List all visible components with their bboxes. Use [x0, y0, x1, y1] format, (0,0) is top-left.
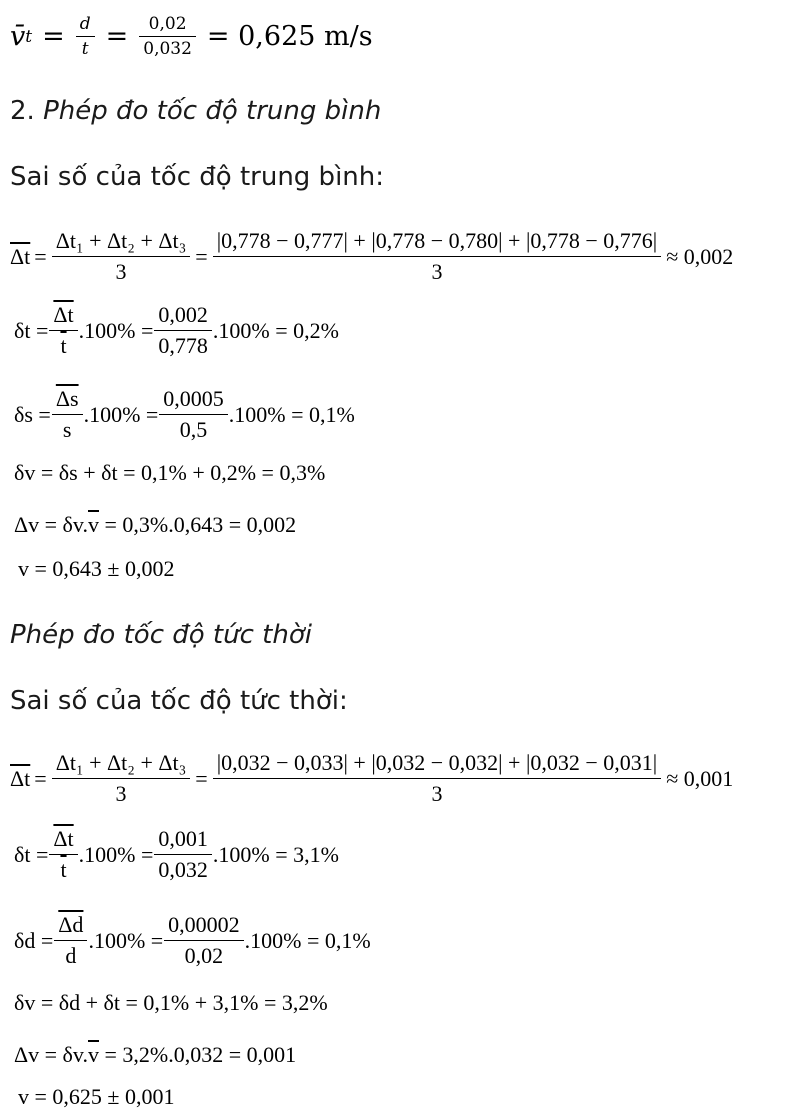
dt-values-fraction [215, 750, 659, 807]
dt-result: ≈ 0,001 [666, 765, 734, 791]
section-title: Phép đo tốc độ trung bình [43, 96, 382, 126]
equation-lhs: δd = [14, 927, 54, 953]
fraction-denominator: d [54, 940, 87, 969]
fraction-numerator: 0,002 [158, 302, 208, 327]
equation-result: .100% = 0,1% [244, 927, 371, 953]
section-number: 2. [10, 96, 35, 126]
fraction-denominator: 3 [52, 256, 191, 285]
avg-relative-v-equation: δv = δs + δt = 0,1% + 0,2% = 0,3% [14, 460, 326, 485]
fraction-denominator: t [76, 36, 95, 59]
fraction [54, 386, 81, 443]
equation-pre: Δv = δv. [14, 1042, 88, 1067]
fraction [166, 912, 242, 969]
fraction-numerator: |0,778 − 0,777| + |0,778 − 0,780| + |0,778 − 0,776| [216, 228, 658, 253]
equation-mid: .100% = [78, 317, 154, 343]
avg-relative-s-equation [14, 386, 355, 443]
fraction-numerator: 0,00002 [168, 912, 240, 937]
fraction-denominator: 0,032 [154, 854, 212, 883]
fraction-denominator: 0,032 [139, 36, 196, 59]
fraction-numerator: $\overline{\Delta s}$ [55, 386, 79, 411]
equation-pre: Δv = δv. [14, 512, 88, 537]
inst-relative-v-equation: δv = δd + δt = 0,1% + 3,1% = 3,2% [14, 990, 328, 1015]
fraction [51, 826, 75, 883]
section-heading-average-speed [10, 96, 381, 126]
equation-lhs: δt = [14, 317, 49, 343]
formula-lhs: v̄ [10, 21, 26, 52]
inst-relative-t-equation [14, 826, 339, 883]
fraction-numerator: 0,02 [148, 14, 187, 34]
equation-result: .100% = 0,1% [228, 401, 355, 427]
fraction [56, 912, 85, 969]
fraction-numerator: d [79, 14, 91, 34]
mean-dt-symbol: $\overline{\Delta t}$ [10, 765, 31, 791]
equation-lhs: δs = [14, 401, 51, 427]
formula-lhs-sub: t [25, 26, 33, 47]
equation-lhs: δt = [14, 841, 49, 867]
equation-mid: .100% = [88, 927, 164, 953]
fraction-numerator: $\overline{\Delta t}$ [53, 302, 74, 327]
instant-velocity-formula [10, 14, 373, 59]
equals-sign: = [105, 21, 129, 52]
inst-result: v = 0,625 ± 0,001 [18, 1084, 175, 1109]
fraction-values [141, 14, 194, 59]
fraction-denominator: t [49, 854, 77, 883]
fraction [156, 826, 210, 883]
fraction [161, 386, 226, 443]
avg-result: v = 0,643 ± 0,002 [18, 556, 175, 581]
fraction-denominator: 0,5 [159, 414, 228, 443]
equation-result: .100% = 3,1% [212, 841, 339, 867]
fraction-numerator: 0,0005 [163, 386, 224, 411]
inst-error-title: Sai số của tốc độ tức thời: [10, 686, 348, 716]
fraction-d-over-t [78, 14, 93, 59]
fraction-denominator: s [52, 414, 83, 443]
avg-mean-dt-equation: $\overline{\Delta t}$ = $\frac{\text{Δt₁ + Δt₂ + Δt₃}}{3}$ = $\frac{|0,778 - 0,777| + |0,778 - 0,780| + |0,778 - 0,776|}{3}$ ≈ 0,002 [10, 228, 734, 284]
dt-sum-fraction [54, 228, 189, 285]
avg-error-title: Sai số của tốc độ trung bình: [10, 162, 385, 192]
fraction-numerator: $\overline{\Delta d}$ [58, 912, 84, 937]
fraction-denominator: 0,778 [154, 330, 212, 359]
fraction-denominator: 0,02 [164, 940, 244, 969]
equation-mid: .100% = [78, 841, 154, 867]
fraction-denominator: 3 [213, 256, 661, 285]
inst-relative-d-equation [14, 912, 371, 969]
mean-v-symbol: $\overline{v}$ [88, 1042, 99, 1067]
fraction-numerator: Δt₁ + Δt₂ + Δt₃ [55, 750, 187, 775]
equation-post: = 0,3%.0,643 = 0,002 [99, 512, 297, 537]
fraction-denominator: 3 [213, 778, 661, 807]
mean-v-symbol: $\overline{v}$ [88, 512, 99, 537]
section-heading-instant-speed: Phép đo tốc độ tức thời [10, 620, 312, 650]
avg-relative-t-equation [14, 302, 339, 359]
inst-absolute-v-equation [14, 1042, 296, 1068]
equals-sign: = [42, 21, 65, 52]
dt-sum-fraction [54, 750, 189, 807]
fraction-denominator: 3 [52, 778, 191, 807]
equation-post: = 3,2%.0,032 = 0,001 [99, 1042, 297, 1067]
inst-mean-dt-equation: $\overline{\Delta t}$ = $\frac{\text{Δt₁ + Δt₂ + Δt₃}}{3}$ = $\frac{|0,032 - 0,033| + |0,032 - 0,032| + |0,032 - 0,031|}{3}$ ≈ 0,001 [10, 750, 734, 806]
mean-dt-symbol: $\overline{\Delta t}$ [10, 243, 31, 269]
formula-result: = 0,625 m/s [206, 21, 373, 52]
fraction [156, 302, 210, 359]
fraction-denominator: t [49, 330, 77, 359]
fraction-numerator: 0,001 [158, 826, 208, 851]
dt-values-fraction [215, 228, 659, 285]
fraction-numerator: Δt₁ + Δt₂ + Δt₃ [55, 228, 187, 253]
fraction-numerator: $\overline{\Delta t}$ [53, 826, 74, 851]
dt-result: ≈ 0,002 [666, 243, 734, 269]
avg-absolute-v-equation [14, 512, 296, 538]
fraction [51, 302, 75, 359]
equation-result: .100% = 0,2% [212, 317, 339, 343]
equation-mid: .100% = [83, 401, 159, 427]
fraction-numerator: |0,032 − 0,033| + |0,032 − 0,032| + |0,032 − 0,031| [216, 750, 658, 775]
